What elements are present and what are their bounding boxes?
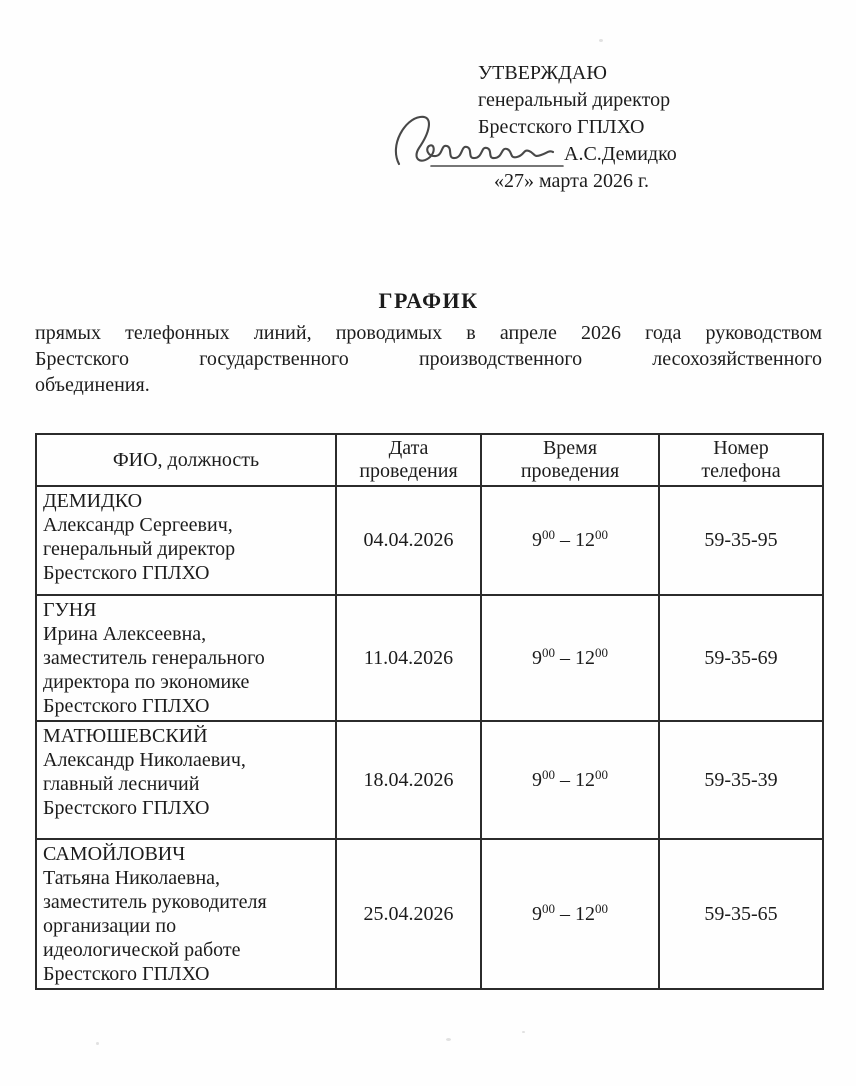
time-start: 9 (532, 902, 542, 925)
table-row (36, 486, 823, 595)
time-end: 12 (575, 902, 595, 925)
person-line: организации по (43, 915, 177, 937)
person-cell (36, 721, 336, 839)
header-phone-line2: телефона (701, 460, 781, 482)
schedule-table (35, 433, 824, 990)
approval-block (478, 60, 808, 195)
time-end-minutes: 00 (595, 644, 608, 660)
date-cell: 04.04.2026 (336, 486, 481, 595)
time-separator: – (555, 902, 575, 925)
time-start: 9 (532, 646, 542, 669)
person-line: САМОЙЛОВИЧ (43, 843, 186, 865)
person-line: Александр Сергеевич, (43, 514, 233, 536)
time-start-minutes: 00 (542, 527, 555, 542)
person-line: МАТЮШЕВСКИЙ (43, 725, 208, 747)
time-start: 9 (532, 768, 542, 791)
person-line: Татьяна Николаевна, (43, 867, 221, 889)
person-line: идеологической работе (43, 939, 241, 961)
person-line: главный лесничий (43, 773, 200, 795)
header-phone-line1: Номер (713, 437, 769, 459)
intro-line: объединения. (35, 374, 150, 396)
date-cell: 25.04.2026 (336, 839, 481, 989)
time-end: 12 (575, 646, 595, 669)
time-start: 9 (532, 529, 542, 551)
phone-cell: 59-35-39 (659, 721, 823, 839)
person-line: Александр Николаевич, (43, 749, 246, 771)
time-separator: – (555, 646, 575, 669)
time-cell (481, 839, 659, 989)
phone-cell: 59-35-65 (659, 839, 823, 989)
time-separator: – (555, 529, 575, 551)
table-header-row (36, 434, 823, 486)
header-time (481, 434, 659, 486)
person-line: ГУНЯ (43, 599, 97, 621)
signer-name: А.С.Демидко (564, 143, 677, 165)
scan-speck (599, 39, 603, 42)
time-cell (481, 595, 659, 721)
header-date-line2: проведения (359, 460, 458, 482)
time-cell (481, 721, 659, 839)
header-fio-label: ФИО, должность (112, 448, 260, 471)
scan-speck (522, 1031, 525, 1033)
intro-paragraph (35, 320, 822, 398)
signature-row (478, 141, 808, 168)
person-line: заместитель руководителя (43, 891, 267, 913)
header-time-line1: Время (542, 437, 598, 459)
intro-line: прямых телефонных линий, проводимых в апреле 2026 года руководством (35, 322, 822, 344)
person-line: директора по экономике (43, 671, 250, 693)
phone-cell: 59-35-95 (659, 486, 823, 595)
time-end: 12 (575, 529, 595, 551)
time-end: 12 (575, 768, 595, 791)
header-date-line1: Дата (388, 437, 429, 459)
person-line: Ирина Алексеевна, (43, 623, 207, 645)
time-end-minutes: 00 (595, 766, 608, 782)
person-line: Брестского ГПЛХО (43, 797, 210, 819)
intro-line: Брестского государственного производственного лесохозяйственного (35, 348, 822, 370)
header-time-line2: проведения (520, 460, 620, 482)
person-line: ДЕМИДКО (43, 490, 143, 512)
table-row (36, 839, 823, 989)
time-separator: – (555, 768, 575, 791)
approver-org: Брестского ГПЛХО (478, 116, 645, 138)
time-start-minutes: 00 (542, 900, 555, 916)
table-row (36, 595, 823, 721)
document-title: ГРАФИК (378, 288, 479, 313)
header-date (336, 434, 481, 486)
scan-speck (96, 1042, 99, 1045)
person-line: Брестского ГПЛХО (43, 963, 210, 985)
header-phone (659, 434, 823, 486)
person-line: Брестского ГПЛХО (43, 695, 210, 717)
person-cell (36, 595, 336, 721)
phone-cell: 59-35-69 (659, 595, 823, 721)
scan-speck (446, 1038, 451, 1041)
approval-word: УТВЕРЖДАЮ (478, 62, 607, 84)
time-start-minutes: 00 (542, 644, 555, 660)
approver-title: генеральный директор (478, 89, 671, 111)
date-cell: 11.04.2026 (336, 595, 481, 721)
table-row (36, 721, 823, 839)
person-line: генеральный директор (43, 538, 236, 560)
time-cell (481, 486, 659, 595)
time-end-minutes: 00 (595, 900, 608, 916)
person-line: заместитель генерального (43, 647, 265, 669)
approval-date: «27» марта 2026 г. (494, 170, 649, 192)
person-line: Брестского ГПЛХО (43, 562, 210, 584)
person-cell (36, 839, 336, 989)
date-cell: 18.04.2026 (336, 721, 481, 839)
person-cell (36, 486, 336, 595)
time-start-minutes: 00 (542, 766, 555, 782)
time-end-minutes: 00 (595, 527, 608, 542)
header-fio (36, 434, 336, 486)
